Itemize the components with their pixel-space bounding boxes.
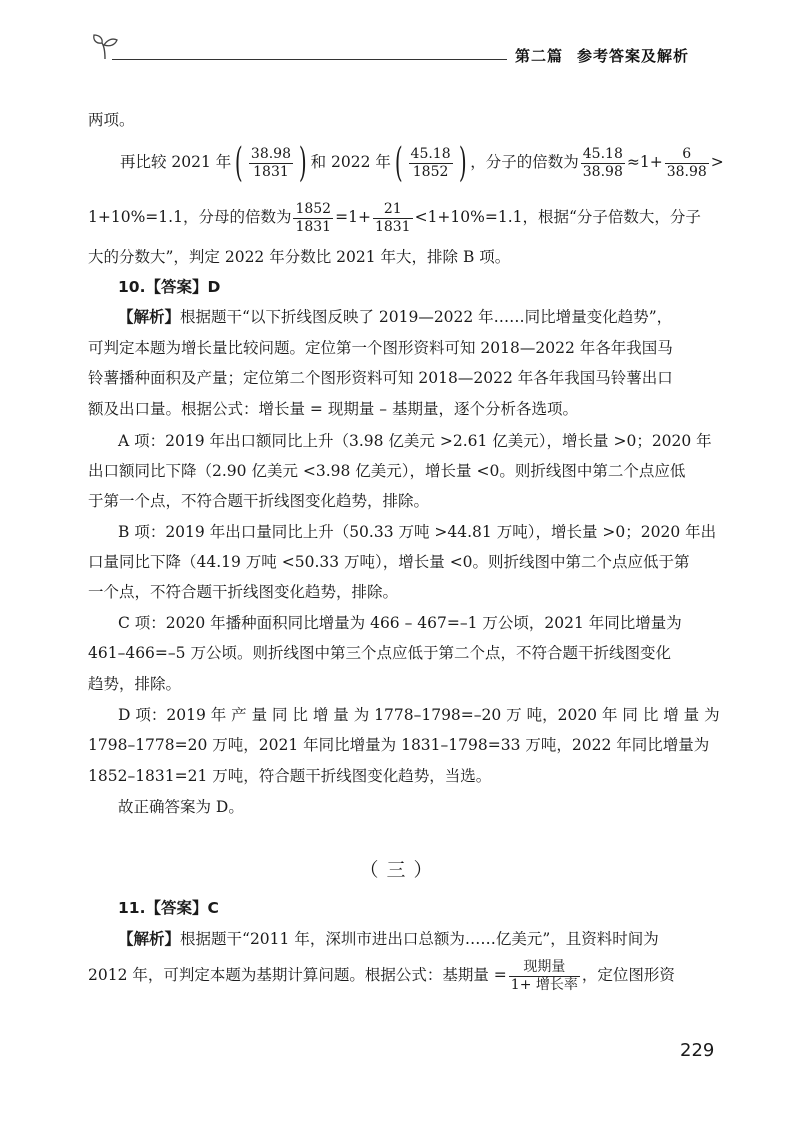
fraction <box>249 146 293 181</box>
denominator: 1831 <box>253 163 289 180</box>
text-line: B 项：2019 年出口量同比上升（50.33 万吨 >44.81 万吨），增长量 >0；2020 年出 <box>118 523 717 541</box>
numerator: 1852 <box>295 200 332 217</box>
text-line: 趋势，排除。 <box>88 675 182 693</box>
fraction <box>509 959 580 994</box>
paren-right: ) <box>298 140 307 186</box>
fraction <box>409 146 453 181</box>
page-number: 229 <box>680 1040 715 1061</box>
denominator: 38.98 <box>582 163 623 180</box>
text-line-fractions <box>88 955 675 995</box>
text-line: 故正确答案为 D。 <box>118 798 244 816</box>
paren-left: ( <box>235 140 244 186</box>
fraction <box>581 146 625 181</box>
text-span: 根据题干“2011 年，深圳市进出口总额为……亿美元”，且资料时间为 <box>180 930 659 948</box>
denominator: 1831 <box>295 218 332 235</box>
chapter-title: 参考答案及解析 <box>577 47 690 65</box>
text-line: C 项：2020 年播种面积同比增量为 466 – 467=–1 万公顷，2021 年同比增量为 <box>118 614 682 632</box>
numerator: 45.18 <box>410 145 451 162</box>
text-line: D 项：2019 年 产 量 同 比 增 量 为 1778–1798=–20 万 吨，2020 年 同 比 增 量 为 <box>118 706 720 724</box>
text-line: 于第一个点，不符合题干折线图变化趋势，排除。 <box>88 492 430 510</box>
numerator: 6 <box>665 146 709 164</box>
analysis-label: 【解析】 <box>118 930 181 948</box>
text-span: 根据题干“以下折线图反映了 2019—2022 年……同比增量变化趋势”， <box>180 308 673 326</box>
denominator: 1831 <box>374 218 411 235</box>
text-line <box>118 929 659 949</box>
text-line: 铃薯播种面积及产量；定位第二个图形资料可知 2018—2022 年各年我国马铃薯出口 <box>88 369 673 387</box>
header-rule <box>112 59 507 60</box>
text-span: ≈1+ <box>626 153 663 171</box>
text-line: 额及出口量。根据公式：增长量 = 现期量 – 基期量，逐个分析各选项。 <box>88 400 578 418</box>
fraction <box>665 146 709 181</box>
text-line: 一个点，不符合题干折线图变化趋势，排除。 <box>88 583 399 601</box>
text-span: 和 2022 年 <box>310 153 391 171</box>
section-title: （三） <box>359 859 441 881</box>
text-span: ，定位图形资 <box>581 966 675 984</box>
text-line: 两项。 <box>88 111 135 129</box>
text-span: 1+10%=1.1，分母的倍数为 <box>88 208 292 226</box>
text-span: <1+10%=1.1，根据“分子倍数大，分子 <box>414 208 701 226</box>
text-line: A 项：2019 年出口额同比上升（3.98 亿美元 >2.61 亿美元），增长量 >0；2020 年 <box>118 432 712 450</box>
text-line: 461–466=–5 万公顷。则折线图中第三个点应低于第二个点，不符合题干折线图变化 <box>88 644 671 662</box>
running-header <box>515 45 703 66</box>
paren-left: ( <box>394 140 403 186</box>
numerator: 现期量 <box>509 959 580 977</box>
text-line <box>118 307 672 327</box>
text-span: ，分子的倍数为 <box>470 153 579 171</box>
answer-label: 10.【答案】D <box>118 278 221 296</box>
analysis-label: 【解析】 <box>118 308 181 326</box>
text-span: 再比较 2021 年 <box>120 153 232 171</box>
text-span: 2012 年，可判定本题为基期计算问题。根据公式：基期量 = <box>88 966 507 984</box>
denominator: 38.98 <box>666 163 707 180</box>
text-line: 1798–1778=20 万吨，2021 年同比增量为 1831–1798=33 万吨，2022 年同比增量为 <box>88 736 710 754</box>
text-line-fractions <box>120 140 724 184</box>
sprout-icon <box>92 32 118 60</box>
fraction <box>373 201 413 236</box>
answer-label: 11.【答案】C <box>118 899 219 917</box>
text-line: 大的分数大”，判定 2022 年分数比 2021 年大，排除 B 项。 <box>88 248 511 266</box>
numerator: 38.98 <box>250 145 292 162</box>
fraction <box>293 201 333 236</box>
denominator: 1+ 增长率 <box>510 976 578 993</box>
text-line: 口量同比下降（44.19 万吨 <50.33 万吨），增长量 <0。则折线图中第二个点应低于第 <box>88 553 690 571</box>
text-line: 可判定本题为增长量比较问题。定位第一个图形资料可知 2018—2022 年各年我国马 <box>88 339 673 357</box>
text-span: > <box>710 153 724 171</box>
text-line: 出口额同比下降（2.90 亿美元 <3.98 亿美元），增长量 <0。则折线图中第二个点应低 <box>88 462 686 480</box>
denominator: 1852 <box>412 163 449 180</box>
numerator: 21 <box>373 201 413 219</box>
part-label: 第二篇 <box>515 47 564 65</box>
text-span: =1+ <box>335 208 371 226</box>
text-line-fractions <box>88 197 701 237</box>
paren-right: ) <box>458 140 467 186</box>
numerator: 45.18 <box>582 145 623 162</box>
text-line: 1852–1831=21 万吨，符合题干折线图变化趋势，当选。 <box>88 767 492 785</box>
